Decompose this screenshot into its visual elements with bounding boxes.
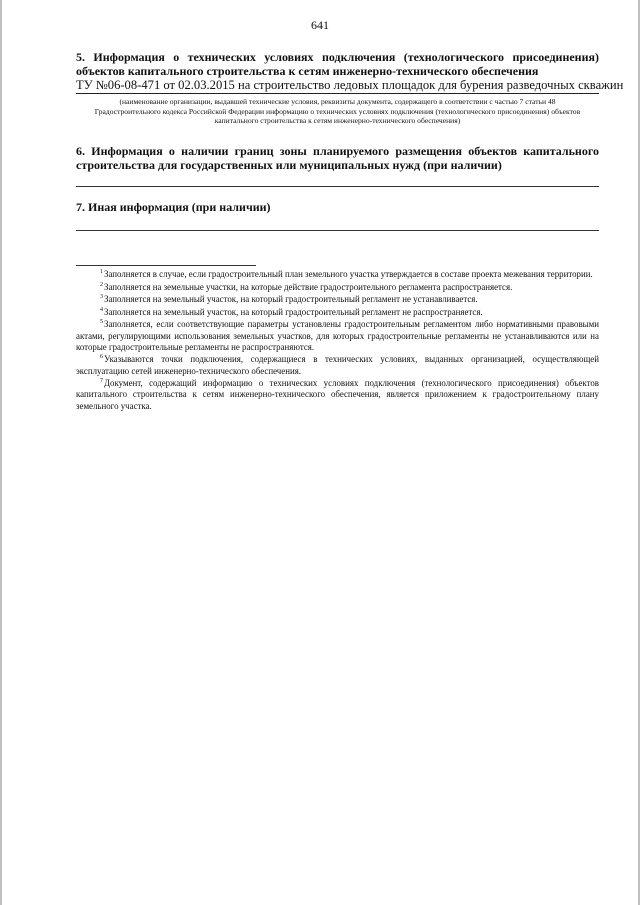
footnote-separator: [76, 265, 256, 266]
footnote: [76, 378, 599, 412]
scan-edge-left: [0, 0, 2, 905]
main-content: [76, 50, 624, 231]
footnote-mark: 4: [100, 306, 103, 313]
section-6: [76, 144, 599, 187]
footnote-text: Заполняется на земельный участок, на который градостроительный регламент не распространяется.: [104, 306, 483, 317]
footnote-mark: 6: [100, 354, 103, 361]
footnote: [76, 307, 599, 318]
footnote: [76, 319, 599, 353]
footnote: [76, 354, 599, 376]
footnote-mark: 5: [100, 319, 103, 326]
footnote-mark: 3: [100, 294, 103, 301]
footnote-text: Документ, содержащий информацию о технических условиях подключения (технологического присоединения) объектов капитального строительства к сетям инженерно-технического обеспечения, является приложением к градостроительному плану земельного участка.: [76, 378, 599, 411]
footnote-text: Заполняется, если соответствующие параметры установлены градостроительным регламентом либо нормативными правовыми актами, регулирующими использования земельных участков, для которых градостроительные регламенты не устанавливаются или на которые градостроительные регламенты не распространяются.: [76, 319, 599, 352]
section-5: [76, 50, 624, 126]
section-7-title: 7. Иная информация (при наличии): [76, 199, 271, 214]
footnote: [76, 269, 599, 280]
page-number: 641: [311, 18, 329, 32]
footnote: [76, 282, 599, 293]
footnote-text: Заполняется на земельный участок, на который градостроительный регламент не устанавливается.: [104, 294, 478, 305]
section-5-value: ТУ №06-08-471 от 02.03.2015 на строительство ледовых площадок для бурения разведочных скважин: [76, 78, 624, 92]
section-5-caption: (наименование организации, выдавшей технические условия, реквизиты документа, содержащего в соответствии с частью 7 статьи 48 Градостроительного кодекса Российской Федерации информацию о технических условиях подключения (технологического присоединения) объектов капитального строительства к сетям инженерно-технического обеспечения): [94, 97, 581, 126]
section-5-title: 5. Информация о технических условиях подключения (технологического присоединения) объектов капитального строительства к сетям инженерно-технического обеспечения: [76, 50, 599, 78]
footnote-mark: 1: [100, 269, 103, 276]
footnote-text: Заполняется в случае, если градостроительный план земельного участка утверждается в составе проекта межевания территории.: [104, 269, 593, 279]
section-7-fill-line: [76, 230, 599, 231]
footnote-text: Указываются точки подключения, содержащиеся в технических условиях, выданных организацией, осуществляющей эксплуатацию сетей инженерно-технического обеспечения.: [76, 354, 599, 376]
footnote-mark: 7: [100, 378, 103, 385]
section-7: [76, 200, 599, 231]
footnote-text: Заполняется на земельные участки, на которые действие градостроительного регламента распространяется.: [104, 281, 513, 292]
section-6-title: 6. Информация о наличии границ зоны планируемого размещения объектов капитального строительства для государственных или муниципальных нужд (при наличии): [76, 143, 599, 172]
footnote: [76, 294, 599, 305]
footnotes: [76, 269, 599, 413]
footnote-mark: 2: [100, 281, 103, 288]
section-6-fill-line: [76, 186, 599, 187]
